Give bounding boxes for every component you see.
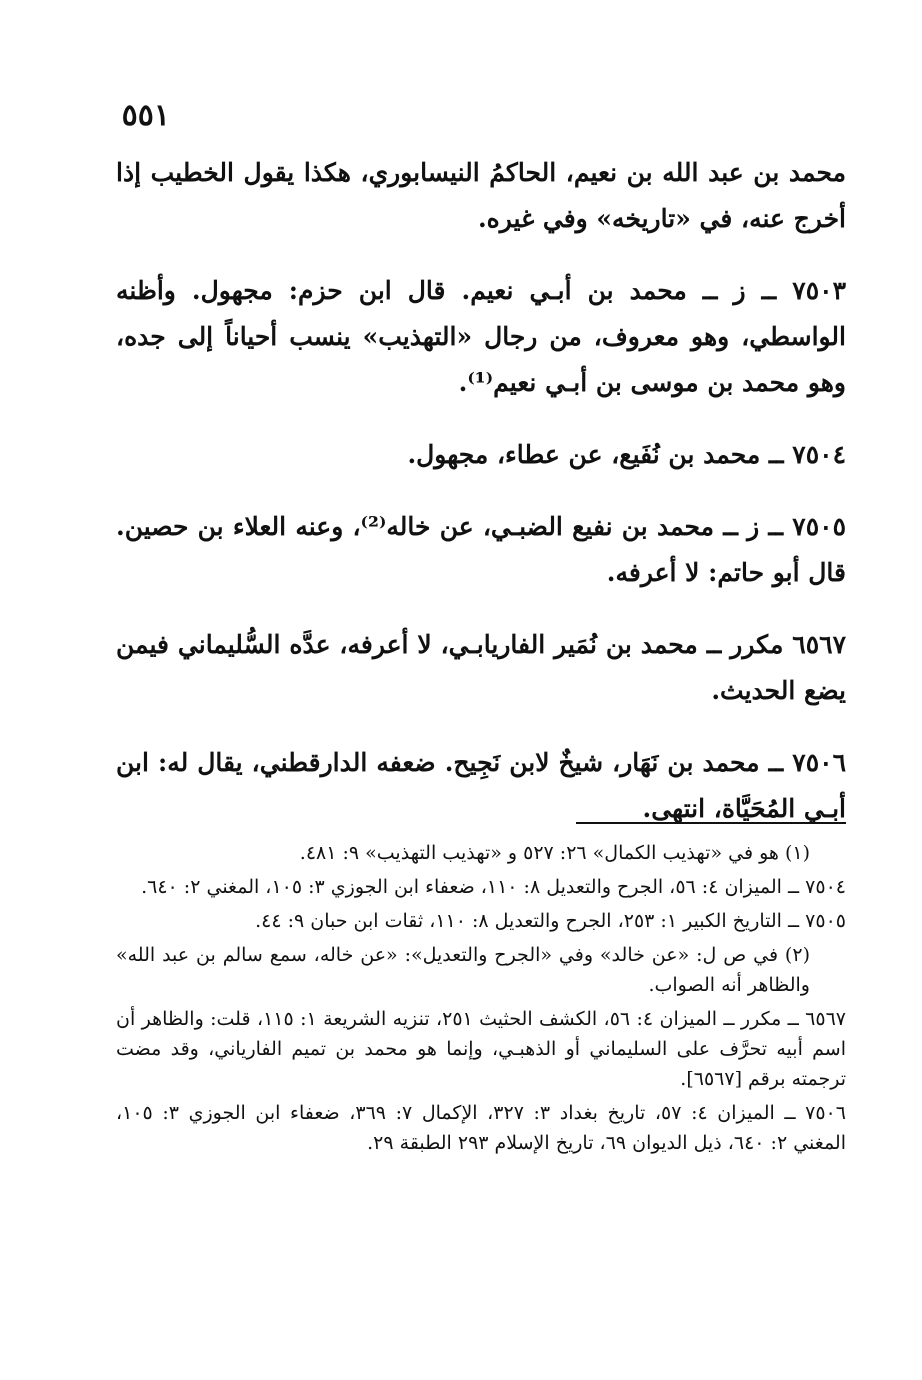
main-text bbox=[116, 150, 846, 858]
footnotes bbox=[116, 838, 846, 1162]
source-note-7504: ٧٥٠٤ ــ الميزان ٤: ٥٦، الجرح والتعديل ٨: ١١٠، ضعفاء ابن الجوزي ٣: ١٠٥، المغني ٢: ٦٤٠. bbox=[141, 876, 846, 898]
paragraph-intro: محمد بن عبد الله بن نعيم، الحاكمُ النيسابوري، هكذا يقول الخطيب إذا أخرج عنه، في «تاريخه» وفي غيره. bbox=[116, 158, 846, 233]
source-note-6567: ٦٥٦٧ ــ مكرر ــ الميزان ٤: ٥٦، الكشف الحثيث ٢٥١، تنزيه الشريعة ١: ١١٥، قلت: والظاهر أن اسم أبيه تحرَّف على السليماني أو الذهبـي، وإنما هو محمد بن تميم الفارياني، وقد مضت ترجمته برقم [٦٥٦٧]. bbox=[116, 1008, 846, 1090]
entry-6567: ٦٥٦٧ مكرر ــ محمد بن نُمَير الفاريابـي، لا أعرفه، عدَّه السُّليماني فيمن يضع الحديث. bbox=[116, 630, 846, 705]
entry-7506: ٧٥٠٦ ــ محمد بن نَهَار، شيخٌ لابن نَجِيح. ضعفه الدارقطني، يقال له: ابن أبـي المُحَيَّاة، انتهى. bbox=[116, 748, 846, 823]
entry-7505: ٧٥٠٥ ــ ز ــ محمد بن نفيع الضبـي، عن خاله⁽²⁾، وعنه العلاء بن حصين. قال أبو حاتم: لا أعرفه. bbox=[116, 512, 846, 587]
page-number: ٥٥١ bbox=[121, 98, 170, 133]
source-note-7505: ٧٥٠٥ ــ التاريخ الكبير ١: ٢٥٣، الجرح والتعديل ٨: ١١٠، ثقات ابن حبان ٩: ٤٤. bbox=[255, 910, 846, 932]
entry-7503: ٧٥٠٣ ــ ز ــ محمد بن أبـي نعيم. قال ابن حزم: مجهول. وأظنه الواسطي، وهو معروف، من رجال «التهذيب» ينسب أحياناً إلى جده، وهو محمد بن موسى بن أبـي نعيم⁽¹⁾. bbox=[116, 276, 846, 397]
source-note-7506: ٧٥٠٦ ــ الميزان ٤: ٥٧، تاريخ بغداد ٣: ٣٢٧، الإكمال ٧: ٣٦٩، ضعفاء ابن الجوزي ٣: ١٠٥، المغني ٢: ٦٤٠، ذيل الديوان ٦٩، تاريخ الإسلام ٢٩٣ الطبقة ٢٩. bbox=[116, 1102, 846, 1154]
footnote-1: (١) هو في «تهذيب الكمال» ٢٦: ٥٢٧ و «تهذيب التهذيب» ٩: ٤٨١. bbox=[299, 842, 810, 864]
footnote-divider bbox=[576, 822, 846, 824]
entry-7504: ٧٥٠٤ ــ محمد بن نُفَيع، عن عطاء، مجهول. bbox=[407, 440, 846, 469]
footnote-2: (٢) في ص ل: «عن خالد» وفي «الجرح والتعديل»: «عن خاله، سمع سالم بن عبد الله» والظاهر أنه الصواب. bbox=[116, 944, 810, 996]
